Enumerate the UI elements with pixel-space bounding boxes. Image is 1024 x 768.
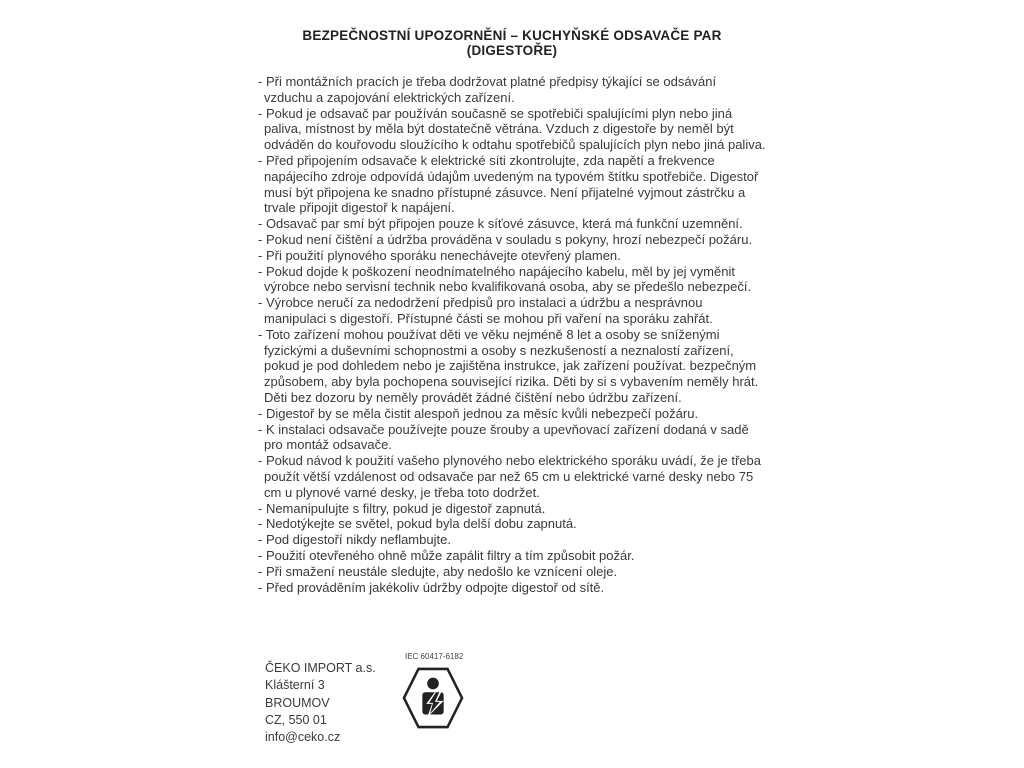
warning-item: - Nemanipulujte s filtry, pokud je digestoř zapnutá. [258,500,546,516]
company-city: BROUMOV [265,695,330,710]
warning-item: - Digestoř by se měla čistit alespoň jednou za měsíc kvůli nebezpečí požáru. [258,405,699,421]
warning-item: - Pokud je odsavač par používán současně se spotřebiči spalujícími plyn nebo jiná paliva, místnost by měla být dostatečně větrána. Vzduch z digestoře by neměl být odváděn do kouřovodu sloužícího k odtahu spotřebičů spalujících plyn nebo jiná paliva. [258,105,766,153]
warning-item: - Při montážních pracích je třeba dodržovat platné předpisy týkající se odsávání vzduchu a zapojování elektrických zařízení. [258,74,717,105]
warning-item: - Nedotýkejte se světel, pokud byla delší dobu zapnutá. [258,516,577,532]
page-title: BEZPEČNOSTNÍ UPOZORNĚNÍ – KUCHYŇSKÉ ODSAVAČE PAR (DIGESTOŘE) [302,28,722,58]
company-street: Klášterní 3 [265,678,325,693]
company-name: ČEKO IMPORT a.s. [265,661,376,675]
footer [265,660,376,746]
company-info [265,660,376,746]
warning-item: - Odsavač par smí být připojen pouze k síťové zásuvce, která má funkční uzemnění. [258,216,743,232]
warning-item: - Pokud návod k použití vašeho plynového nebo elektrického sporáku uvádí, že je třeba použít větší vzdálenost od odsavače par než 65 cm u elektrické varné desky nebo 75 cm u plynové varné desky, je třeba toto dodržet. [258,453,761,500]
warning-item: - Pokud není čištění a údržba prováděna v souladu s pokyny, hrozí nebezpečí požáru. [258,231,753,247]
warning-list [258,74,766,595]
warning-item: - Při použití plynového sporáku nenechávejte otevřený plamen. [258,247,621,263]
iec-standard-label: IEC 60417-6182 [405,652,464,661]
certification-mark [402,652,482,733]
company-email: info@ceko.cz [265,730,341,745]
warning-item: - Před připojením odsavače k elektrické síti zkontrolujte, zda napětí a frekvence napájecího zdroje odpovídá údajům uvedeným na typovém štítku spotřebiče. Digestoř musí být připojena ke snadno přístupné zásuvce. Není přijatelné vyjmout zástrčku a trvale připojit digestoř k napájení. [258,152,759,216]
warning-item: - Při smažení neustále sledujte, aby nedošlo ke vznícení oleje. [258,563,618,579]
warning-item: - Pokud dojde k poškození neodnímatelného napájecího kabelu, měl by jej vyměnit výrobce nebo servisní technik nebo kvalifikovaná osoba, aby se předešlo nebezpečí. [258,263,752,295]
company-postal: CZ, 550 01 [265,712,327,727]
warning-item: - Pod digestoří nikdy neflambujte. [258,532,451,548]
document-body [258,28,766,595]
warning-item: - K instalaci odsavače používejte pouze šrouby a upevňovací zařízení dodaná v sadě pro montáž odsavače. [258,421,749,453]
warning-item: - Před prováděním jakékoliv údržby odpojte digestoř od sítě. [258,579,605,595]
warning-item: - Použití otevřeného ohně může zapálit filtry a tím způsobit požár. [258,547,635,563]
iec-60417-6182-qualified-person-icon [402,663,464,733]
warning-item: - Toto zařízení mohou používat děti ve věku nejméně 8 let a osoby se sníženými fyzickými a duševními schopnostmi a osoby s nezkušeností a neznalostí zařízení, pokud je pod dohledem nebo je zajištěna instrukce, jak zařízení používat. bezpečným způsobem, aby byla pochopena související rizika. Děti by si s vybavením neměly hrát. Děti bez dozoru by neměly provádět žádné čištění nebo údržbu zařízení. [258,326,759,405]
warning-item: - Výrobce neručí za nedodržení předpisů pro instalaci a údržbu a nesprávnou manipulaci s digestoří. Přístupné části se mohou při vaření na sporáku zahřát. [258,295,713,326]
